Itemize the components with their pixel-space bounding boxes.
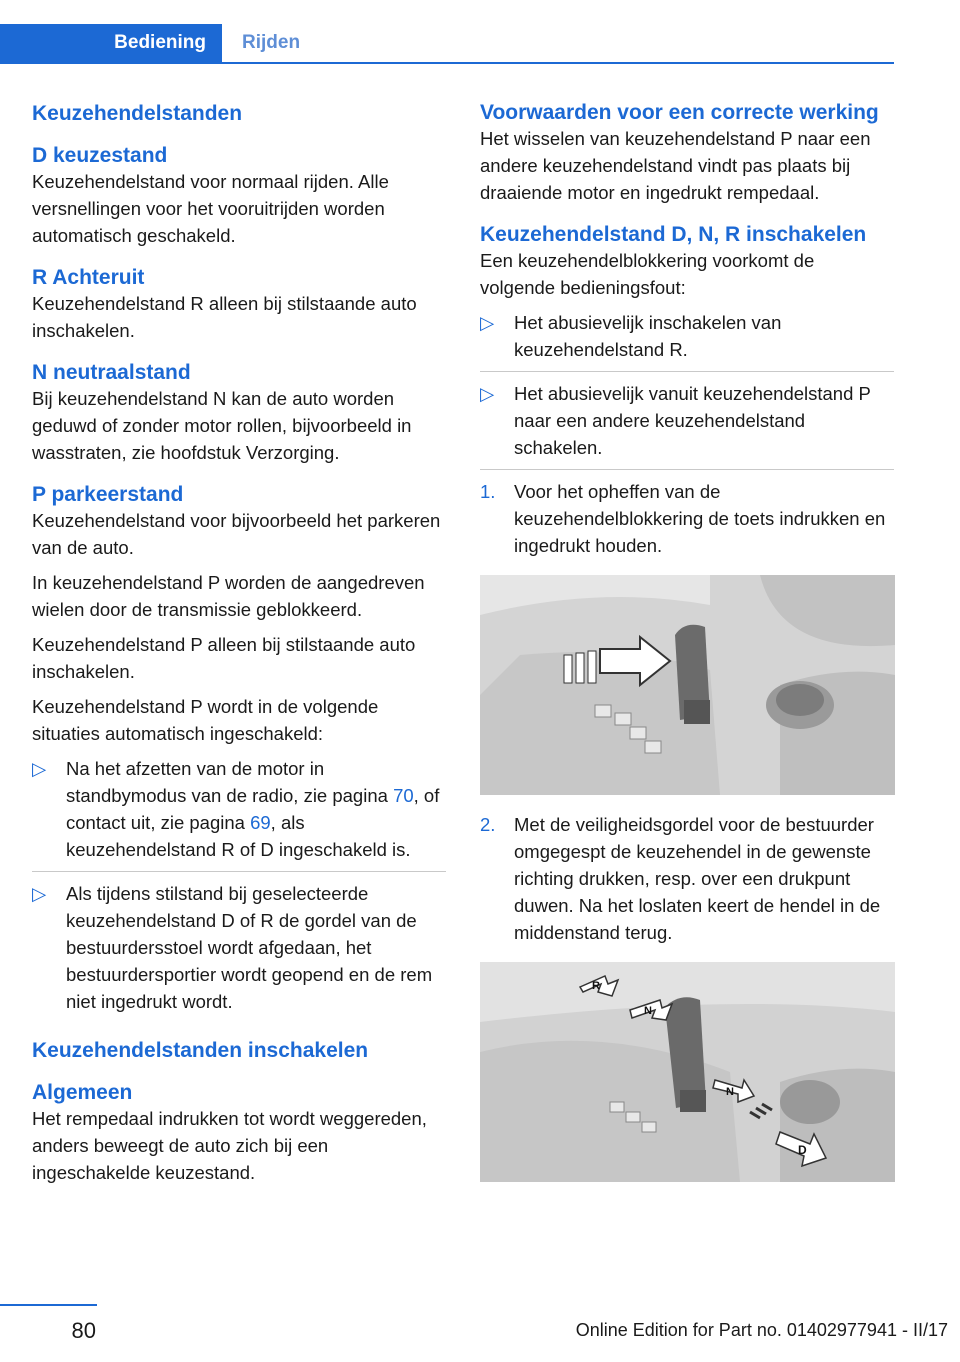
- list-item: ▷ Als tijdens stilstand bij geselecteerde keuzehendelstand D of R de gordel van de bestuurdersstoel wordt afgedaan, het bestuurdersportier wordt geopend en de rem niet ingedrukt wordt.: [32, 871, 446, 1015]
- edition-note: Online Edition for Part no. 01402977941 - II/17: [575, 1320, 948, 1340]
- section-title-selector-positions: Keuzehendelstanden: [32, 102, 243, 125]
- page-link-69[interactable]: 69: [250, 812, 271, 833]
- footer-rule: [0, 1304, 97, 1306]
- text-p2: In keuzehendelstand P worden de aangedreven wielen door de transmissie geblokkeerd.: [32, 572, 425, 620]
- text-n: Bij keuzehendelstand N kan de auto worden geduwd of zonder motor rollen, bijvoorbeeld in wasstraten, zie hoofdstuk Verzorging.: [32, 388, 412, 463]
- page-number: 80: [71, 1318, 96, 1343]
- label-n-down: N: [726, 1086, 734, 1098]
- list-item: ▷ Het abusievelijk vanuit keuzehendelstand P naar een andere keuzehendelstand schakelen.: [480, 371, 894, 461]
- shifter-unlock-illustration: [480, 575, 895, 795]
- figure-shifter-unlock: [480, 575, 895, 795]
- list-item-step-1: 1. Voor het opheffen van de keuzehendelblokkering de toets indrukken en ingedrukt houden.: [480, 469, 894, 559]
- heading-d: D keuzestand: [32, 144, 168, 167]
- heading-r: R Achteruit: [32, 266, 145, 289]
- list-item: ▷ Het abusievelijk inschakelen van keuzehendelstand R.: [480, 309, 894, 363]
- list-item-step-2: 2. Met de veiligheidsgordel voor de bestuurder omgegespt de keuzehendel in de gewenste richting drukken, resp. over een drukpunt duwen. Na het loslaten keert de hendel in de middenstand terug.: [480, 811, 894, 946]
- figure-shifter-directions: [480, 962, 895, 1182]
- right-column: [480, 100, 894, 1182]
- heading-p: P parkeerstand: [32, 483, 184, 506]
- step-number: 1.: [480, 481, 496, 502]
- shifter-directions-illustration: [480, 962, 895, 1182]
- left-column: [32, 100, 446, 1186]
- list-item: ▷ Na het afzetten van de motor in standbymodus van de radio, zie pagina 70, of contact uit, zie pagina 69, als keuzehendelstand R of D ingeschakeld is.: [32, 755, 446, 863]
- triangle-bullet-icon: ▷: [32, 883, 47, 904]
- text-conditions: Het wisselen van keuzehendelstand P naar een andere keuzehendelstand vindt pas plaats bij draaiende motor en ingedrukt rempedaal.: [480, 128, 871, 203]
- section-title-engage: Keuzehendelstanden inschakelen: [32, 1039, 369, 1062]
- heading-conditions: Voorwaarden voor een correcte werking: [480, 101, 879, 124]
- text-p3: Keuzehendelstand P alleen bij stilstaande auto inschakelen.: [32, 634, 416, 682]
- tab-rijden[interactable]: Rijden: [242, 32, 301, 53]
- step-number: 2.: [480, 814, 496, 835]
- tab-bediening[interactable]: Bediening: [0, 24, 222, 62]
- text-p1: Keuzehendelstand voor bijvoorbeeld het parkeren van de auto.: [32, 510, 441, 558]
- heading-n: N neutraalstand: [32, 361, 191, 384]
- chapter-tabs: [0, 24, 894, 64]
- heading-dnr: Keuzehendelstand D, N, R inschakelen: [480, 223, 867, 246]
- triangle-bullet-icon: ▷: [480, 383, 495, 404]
- label-n-up: N: [644, 1005, 652, 1017]
- page-link-70[interactable]: 70: [393, 785, 414, 806]
- triangle-bullet-icon: ▷: [480, 312, 495, 333]
- heading-general: Algemeen: [32, 1081, 133, 1104]
- triangle-bullet-icon: ▷: [32, 758, 47, 779]
- text-r: Keuzehendelstand R alleen bij stilstaande auto inschakelen.: [32, 293, 417, 341]
- text-dnr: Een keuzehendelblokkering voorkomt de volgende bedieningsfout:: [480, 250, 815, 298]
- label-d: D: [798, 1143, 807, 1157]
- label-r: R: [592, 980, 600, 992]
- text-general: Het rempedaal indrukken tot wordt weggereden, anders beweegt de auto zich bij een ingeschakelde keuzestand.: [32, 1108, 427, 1183]
- text-p4: Keuzehendelstand P wordt in de volgende situaties automatisch ingeschakeld:: [32, 696, 379, 744]
- text-d: Keuzehendelstand voor normaal rijden. Alle versnellingen voor het vooruitrijden worden automatisch geschakeld.: [32, 171, 389, 246]
